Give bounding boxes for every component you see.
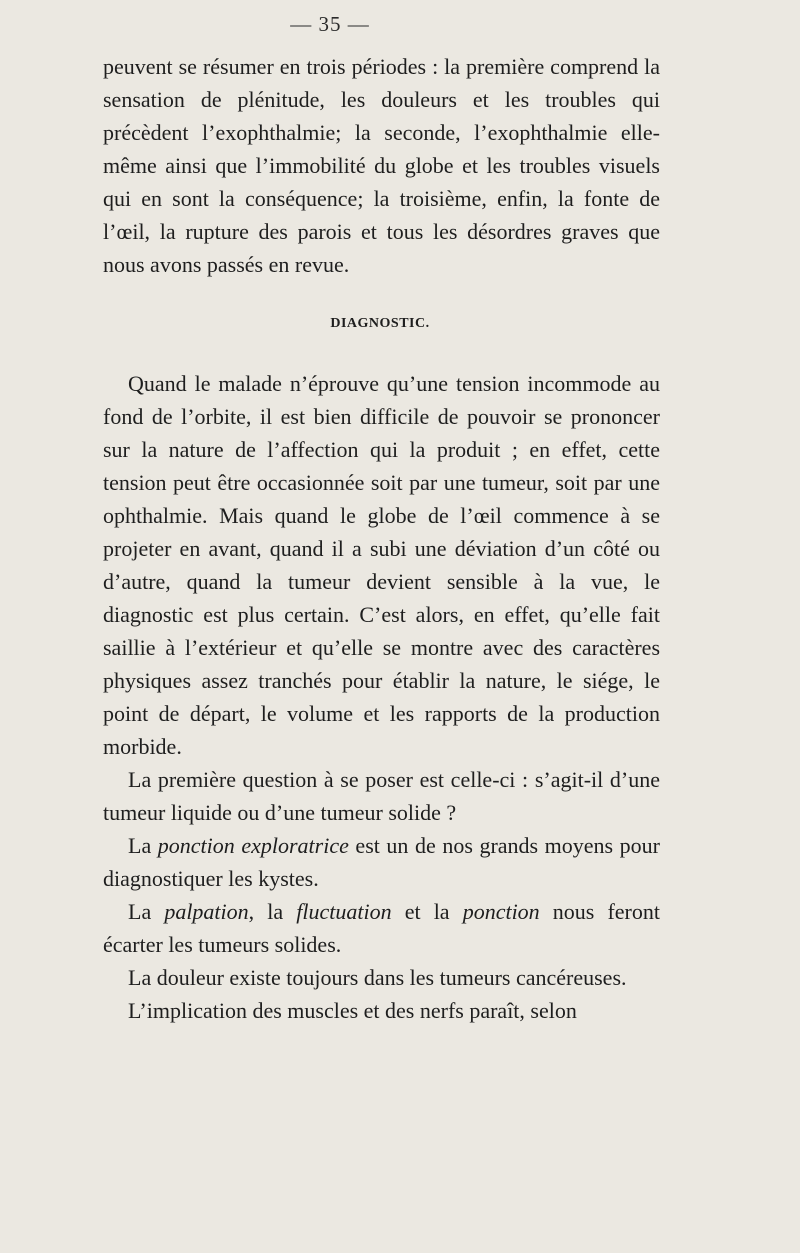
paragraph-diagnostic: Quand le malade n’éprouve qu’une tension incommode au fond de l’orbite, il est bien difficile de pouvoir se prononcer sur la nature de l’affection qui la produit ; en effet, cette tension peut être occasionnée soit par une tumeur, soit par une ophthalmie. Mais quand le globe de l’œil commence à se projeter en avant, quand il a subi une déviation d’un côté ou d’autre, quand la tumeur devient sensible à la vue, le diagnostic est plus certain. C’est alors, en effet, qu’elle fait saillie à l’extérieur et qu’elle se montre avec des caractères physiques assez tranchés pour établir la nature, le siége, le point de départ, le volume et les rapports de la production morbide. xyxy=(103,371,660,759)
term-palpation: palpation xyxy=(164,899,249,924)
term-fluctuation: fluctuation xyxy=(296,899,392,924)
paragraph-implication: L’implication des muscles et des nerfs paraît, selon xyxy=(128,998,577,1023)
term-ponction-exploratrice: ponction exploratrice xyxy=(157,833,349,858)
paragraph-ponction: La ponction exploratrice est un de nos grands moyens pour diagnostiquer les kystes. xyxy=(103,833,661,891)
page-number: — 35 — xyxy=(290,12,370,36)
term-ponction: ponction xyxy=(462,899,540,924)
paragraph-douleur: La douleur existe toujours dans les tumeurs cancéreuses. xyxy=(128,965,627,990)
paragraph-palpation: La palpation, la fluctuation et la ponction nous feront écarter les tumeurs solides. xyxy=(103,899,660,957)
paragraph-question: La première question à se poser est celle-ci : s’agit-il d’une tumeur liquide ou d’une tumeur solide ? xyxy=(103,767,660,825)
intro-text-block xyxy=(103,50,660,281)
section-heading: DIAGNOSTIC. xyxy=(330,316,430,331)
intro-paragraph: peuvent se résumer en trois périodes : la première comprend la sensation de plénitude, les douleurs et les troubles qui précèdent l’exophthalmie; la seconde, l’exophthalmie elle-même ainsi que l’immobilité du globe et les troubles visuels qui en sont la conséquence; la troisième, enfin, la fonte de l’œil, la rupture des parois et tous les désordres graves que nous avons passés en revue. xyxy=(103,54,660,277)
diagnostic-text-block xyxy=(103,367,660,1027)
